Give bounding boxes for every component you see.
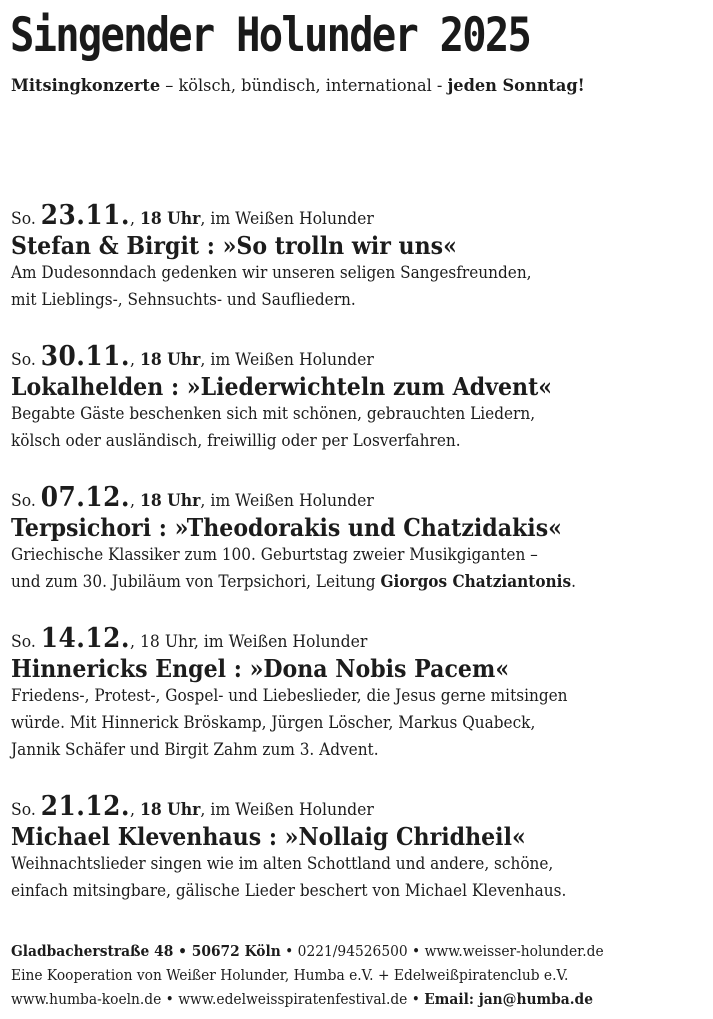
footer-address-line bbox=[11, 939, 655, 963]
event-place: , im Weißen Holunder bbox=[200, 491, 374, 511]
event-date-line bbox=[11, 623, 655, 655]
event-place: , im Weißen Holunder bbox=[200, 209, 374, 229]
event-desc-line: Jannik Schäfer und Birgit Zahm zum 3. Advent. bbox=[11, 740, 379, 760]
event-sep: , bbox=[129, 209, 140, 229]
event-date-line bbox=[11, 341, 655, 373]
event-sep: , bbox=[129, 800, 140, 820]
event-day: So. bbox=[11, 209, 41, 229]
footer bbox=[11, 939, 711, 1011]
event-desc-line: Weihnachtslieder singen wie im alten Schottland und andere, schöne, bbox=[11, 854, 554, 874]
event-desc-line: Friedens-, Protest-, Gospel- und Liebeslieder, die Jesus gerne mitsingen bbox=[11, 686, 568, 706]
event-2 bbox=[11, 341, 711, 482]
footer-address: Gladbacherstraße 48 • 50672 Köln bbox=[11, 942, 281, 960]
event-desc-line: mit Lieblings-, Sehnsuchts- und Saufliedern. bbox=[11, 290, 356, 310]
event-desc-line: Begabte Gäste beschenken sich mit schönen, gebrauchten Liedern, bbox=[11, 404, 536, 424]
event-time: 18 Uhr bbox=[139, 209, 201, 229]
event-leader-name: Giorgos Chatziantonis bbox=[380, 572, 572, 592]
event-day: So. bbox=[11, 491, 41, 511]
event-sep: , bbox=[129, 632, 140, 652]
event-date: 07.12. bbox=[40, 482, 130, 513]
event-desc-line: würde. Mit Hinnerick Bröskamp, Jürgen Löscher, Markus Quabeck, bbox=[11, 713, 536, 733]
event-3 bbox=[11, 482, 711, 623]
event-place: , im Weißen Holunder bbox=[200, 800, 374, 820]
event-desc-end: . bbox=[571, 572, 576, 592]
event-title: Lokalhelden : »Liederwichteln zum Advent« bbox=[11, 372, 553, 401]
event-day: So. bbox=[11, 350, 41, 370]
event-list bbox=[11, 200, 711, 905]
footer-cooperation-line: Eine Kooperation von Weißer Holunder, Humba e.V. + Edelweißpiratenclub e.V. bbox=[11, 966, 569, 984]
spacer bbox=[11, 455, 711, 482]
event-place: , im Weißen Holunder bbox=[200, 350, 374, 370]
event-time: 18 Uhr bbox=[139, 632, 194, 652]
spacer bbox=[11, 314, 711, 341]
event-day: So. bbox=[11, 632, 41, 652]
event-date: 30.11. bbox=[40, 341, 130, 372]
event-time: 18 Uhr bbox=[139, 350, 201, 370]
event-date: 21.12. bbox=[40, 791, 130, 822]
event-4 bbox=[11, 623, 711, 791]
event-day: So. bbox=[11, 800, 41, 820]
spacer bbox=[11, 764, 711, 791]
event-title: Hinnericks Engel : »Dona Nobis Pacem« bbox=[11, 654, 510, 683]
subtitle-schedule: jeden Sonntag! bbox=[447, 76, 585, 96]
event-5 bbox=[11, 791, 711, 905]
event-1 bbox=[11, 200, 711, 341]
event-desc-line bbox=[11, 569, 641, 596]
event-desc-line: kölsch oder ausländisch, freiwillig oder per Losverfahren. bbox=[11, 431, 461, 451]
event-desc-line: Griechische Klassiker zum 100. Geburtstag zweier Musikgiganten – bbox=[11, 545, 538, 565]
footer-contact: • 0221/94526500 • www.weisser-holunder.de bbox=[280, 942, 604, 960]
event-title: Terpsichori : »Theodorakis und Chatzidakis« bbox=[11, 513, 562, 542]
event-desc-line: Am Dudesonndach gedenken wir unseren seligen Sangesfreunden, bbox=[11, 263, 532, 283]
event-desc-text: und zum 30. Jubiläum von Terpsichori, Leitung bbox=[11, 572, 381, 592]
event-sep: , bbox=[129, 350, 140, 370]
event-date-line bbox=[11, 200, 655, 232]
event-date: 23.11. bbox=[40, 200, 130, 231]
event-date: 14.12. bbox=[40, 623, 130, 654]
footer-websites: www.humba-koeln.de • www.edelweisspiratenfestival.de • bbox=[11, 990, 425, 1008]
event-time: 18 Uhr bbox=[139, 800, 201, 820]
event-sep: , bbox=[129, 491, 140, 511]
event-date-line bbox=[11, 482, 655, 514]
event-title: Stefan & Birgit : »So trolln wir uns« bbox=[11, 231, 457, 260]
event-title: Michael Klevenhaus : »Nollaig Chridheil« bbox=[11, 822, 526, 851]
subtitle bbox=[11, 74, 676, 98]
footer-email: Email: jan@humba.de bbox=[424, 990, 593, 1008]
footer-links-line bbox=[11, 987, 655, 1011]
event-time: 18 Uhr bbox=[139, 491, 201, 511]
subtitle-highlight: Mitsingkonzerte bbox=[11, 76, 161, 96]
spacer bbox=[11, 596, 711, 623]
subtitle-text: – kölsch, bündisch, international - bbox=[160, 76, 448, 96]
event-date-line bbox=[11, 791, 655, 823]
event-place: , im Weißen Holunder bbox=[193, 632, 368, 652]
event-desc-line: einfach mitsingbare, gälische Lieder beschert von Michael Klevenhaus. bbox=[11, 881, 567, 901]
page-title: Singender Holunder 2025 bbox=[10, 8, 531, 63]
